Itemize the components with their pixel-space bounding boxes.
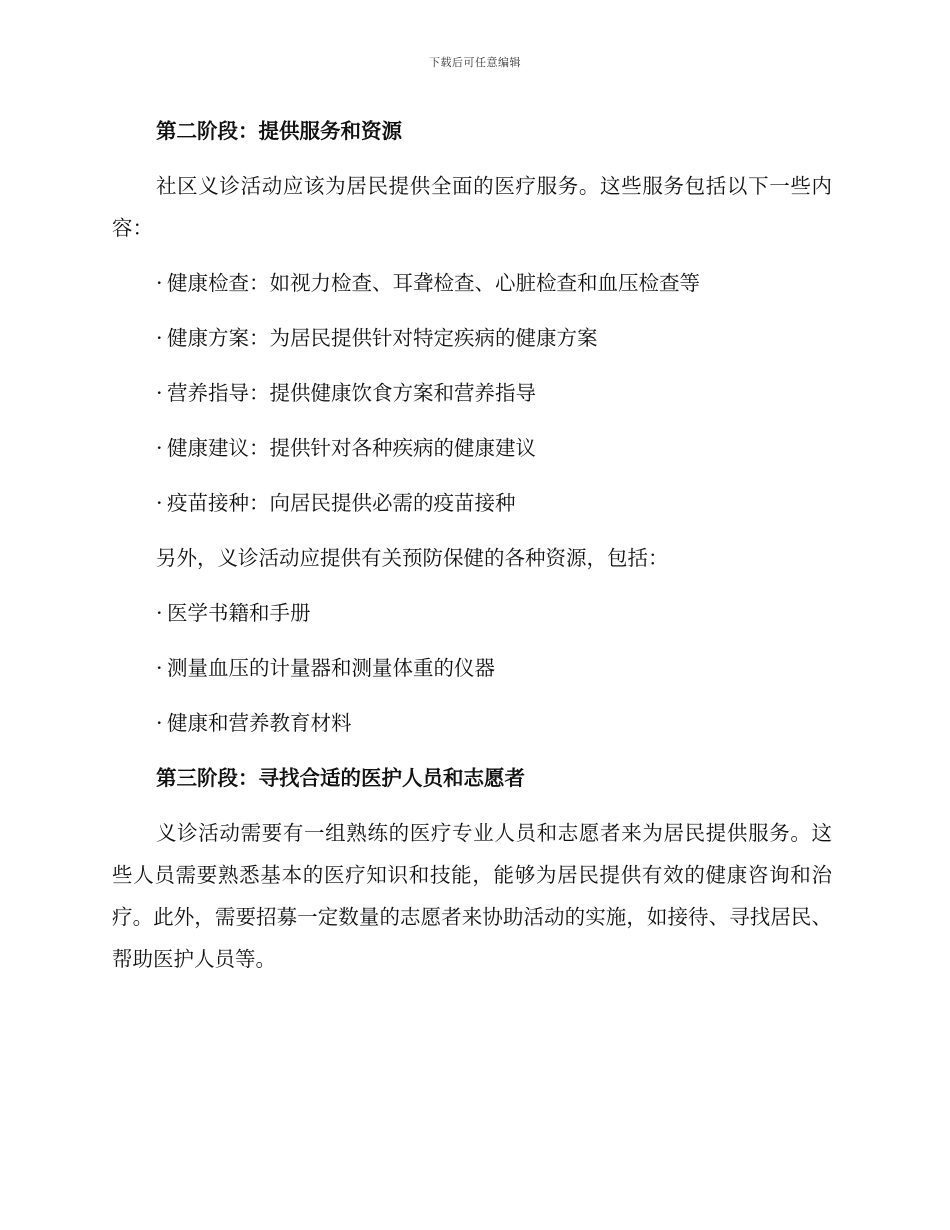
section3-body: 义诊活动需要有一组熟练的医疗专业人员和志愿者来为居民提供服务。这些人员需要熟悉基本的医疗知识和技能，能够为居民提供有效的健康咨询和治疗。此外，需要招募一定数量的志愿者来协助活动的实施，如接待、寻找居民、帮助医护人员等。 [112,821,832,971]
service-item-health-plan: · 健康方案：为居民提供针对特定疾病的健康方案 [112,317,832,359]
service-item-health-advice: · 健康建议：提供针对各种疾病的健康建议 [112,427,832,469]
resources-intro: 另外，义诊活动应提供有关预防保健的各种资源，包括： [156,546,669,570]
document-page [112,110,832,980]
resource-item-books: · 医学书籍和手册 [112,592,832,634]
resource-item-instruments: · 测量血压的计量器和测量体重的仪器 [112,647,832,689]
resource-item-materials: · 健康和营养教育材料 [112,702,832,744]
service-item-health-check: · 健康检查：如视力检查、耳聋检查、心脏检查和血压检查等 [112,262,832,304]
service-item-nutrition: · 营养指导：提供健康饮食方案和营养指导 [112,372,832,414]
section2-intro: 社区义诊活动应该为居民提供全面的医疗服务。这些服务包括以下一些内容： [112,174,832,240]
service-item-vaccination: · 疫苗接种：向居民提供必需的疫苗接种 [112,482,832,524]
section2-heading: 第二阶段：提供服务和资源 [156,119,402,143]
section3-heading: 第三阶段：寻找合适的医护人员和志愿者 [156,766,525,790]
header-note: 下载后可任意编辑 [429,56,521,69]
